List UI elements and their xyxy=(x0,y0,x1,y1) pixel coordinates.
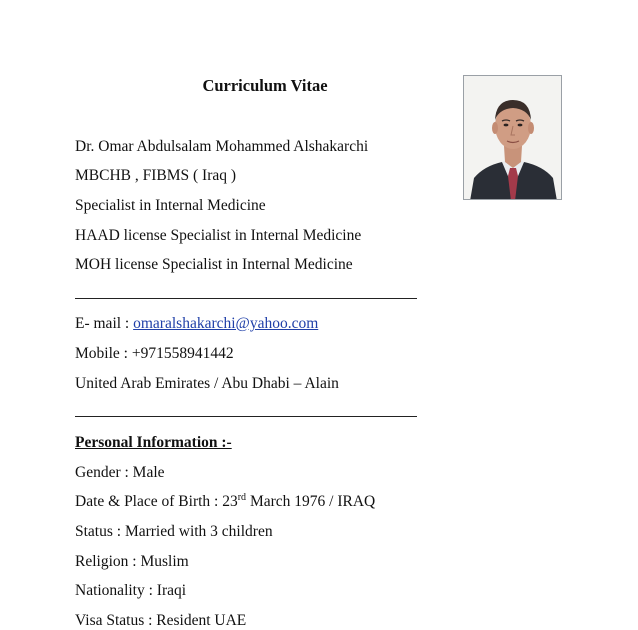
doctor-name: Dr. Omar Abdulsalam Mohammed Alshakarchi xyxy=(75,138,369,155)
qualifications: MBCHB , FIBMS ( Iraq ) xyxy=(75,167,237,184)
haad-license: HAAD license Specialist in Internal Medicine xyxy=(75,227,362,244)
moh-license: MOH license Specialist in Internal Medicine xyxy=(75,256,353,273)
profile-photo xyxy=(463,75,562,200)
birth-date-place: March 1976 / IRAQ xyxy=(246,493,376,510)
location-line: United Arab Emirates / Abu Dhabi – Alain xyxy=(75,375,339,392)
visa-line: Visa Status : Resident UAE xyxy=(75,612,247,629)
birth-prefix: Date & Place of Birth : 23 xyxy=(75,493,238,510)
section-heading-personal: Personal Information :- xyxy=(75,434,232,451)
birth-suffix-ordinal: rd xyxy=(237,491,247,503)
mobile-line: Mobile : +971558941442 xyxy=(75,345,234,362)
status-line: Status : Married with 3 children xyxy=(75,523,273,540)
birth-line xyxy=(75,493,375,511)
email-line xyxy=(75,315,318,333)
nationality-line: Nationality : Iraqi xyxy=(75,582,187,599)
email-label: E- mail : xyxy=(75,315,134,332)
document-title: Curriculum Vitae xyxy=(202,76,328,95)
divider xyxy=(75,298,417,299)
divider xyxy=(75,416,417,417)
specialty: Specialist in Internal Medicine xyxy=(75,197,266,214)
religion-line: Religion : Muslim xyxy=(75,553,189,570)
gender-line: Gender : Male xyxy=(75,464,165,481)
portrait-image xyxy=(464,76,562,200)
email-link[interactable]: omaralshakarchi@yahoo.com xyxy=(133,315,319,332)
